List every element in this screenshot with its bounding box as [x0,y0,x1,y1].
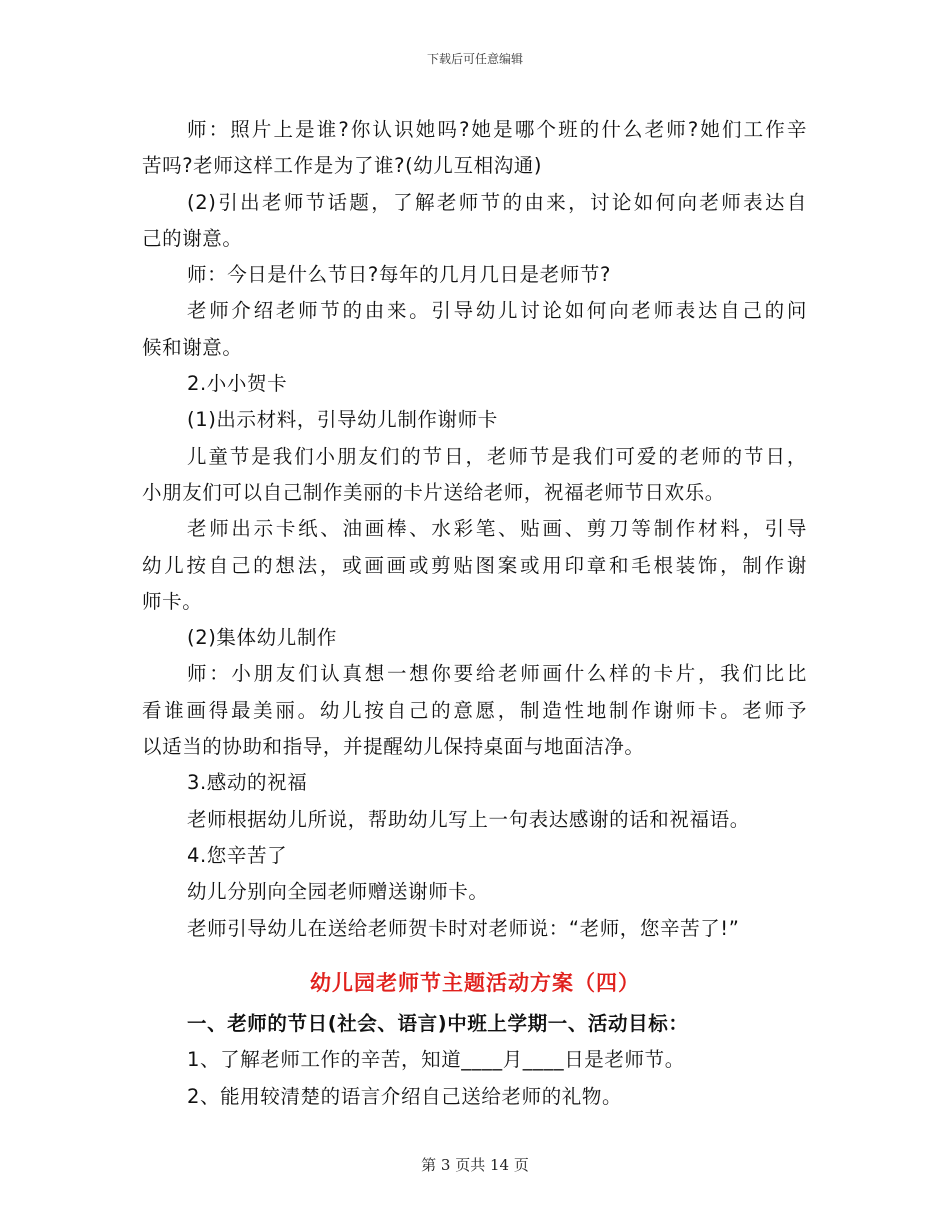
text-line: 4.您辛苦了 [187,843,288,867]
objective-line: 一、老师的节日(社会、语言)中班上学期一、活动目标： [187,1012,689,1035]
text-line: 师：照片上是谁?你认识她吗?她是哪个班的什么老师?她们工作辛 [187,118,807,141]
objectives-text [142,1006,807,1115]
text-line: 幼儿按自己的想法，或画画或剪贴图案或用印章和毛根装饰，制作谢 [142,553,807,577]
text-line: 苦吗?老师这样工作是为了谁?(幼儿互相沟通) [142,154,543,178]
text-line: 小朋友们可以自己制作美丽的卡片送给老师，祝福老师节日欢乐。 [142,480,725,504]
page-header: 下载后可任意编辑 [426,52,523,66]
text-line: 老师引导幼儿在送给老师贺卡时对老师说：“老师，您辛苦了!” [187,916,740,940]
objective-line: 2、能用较清楚的语言介绍自己送给老师的礼物。 [187,1084,623,1108]
section-title: 幼儿园老师节主题活动方案（四） [310,971,640,995]
text-line: 老师根据幼儿所说，帮助幼儿写上一句表达感谢的话和祝福语。 [187,807,750,831]
body-text [142,112,807,947]
text-line: 老师出示卡纸、油画棒、水彩笔、贴画、剪刀等制作材料，引导 [187,517,807,541]
text-line: 师：今日是什么节日?每年的几月几日是老师节? [187,263,611,287]
text-line: 以适当的协助和指导，并提醒幼儿保持桌面与地面洁净。 [142,735,645,759]
text-line: (1)出示材料，引导幼儿制作谢师卡 [187,408,498,432]
text-line: 3.感动的祝福 [187,771,308,795]
text-line: 看谁画得最美丽。幼儿按自己的意愿，制造性地制作谢师卡。老师予 [142,698,807,722]
text-line: (2)集体幼儿制作 [187,626,338,650]
text-line: 2.小小贺卡 [187,372,288,396]
text-line: 儿童节是我们小朋友们的节日，老师节是我们可爱的老师的节日， [187,444,807,468]
text-line: (2)引出老师节话题，了解老师节的由来，讨论如何向老师表达自 [187,190,807,214]
page-footer: 第 3 页共 14 页 [421,1156,529,1174]
text-line: 己的谢意。 [142,226,243,250]
objective-line: 1、了解老师工作的辛苦，知道____月____日是老师节。 [187,1048,685,1072]
text-line: 候和谢意。 [142,335,243,359]
text-line: 老师介绍老师节的由来。引导幼儿讨论如何向老师表达自己的问 [187,299,807,323]
text-line: 师：小朋友们认真想一想你要给老师画什么样的卡片，我们比比 [187,662,807,686]
text-line: 师卡。 [142,589,203,613]
text-line: 幼儿分别向全园老师赠送谢师卡。 [187,880,489,904]
